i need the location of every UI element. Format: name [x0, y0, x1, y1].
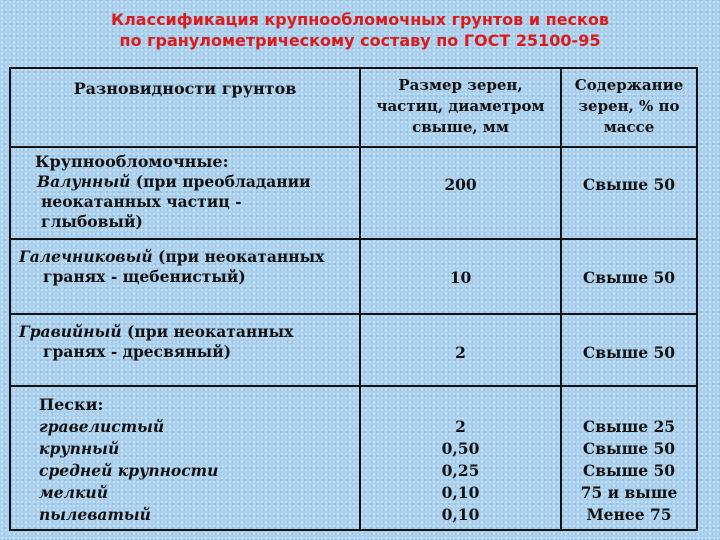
row-divider [11, 238, 696, 240]
header-grain-size: Размер зерен, частиц, диаметром свыше, мм [376, 76, 545, 136]
title-line-1: Классификация крупнообломочных грунтов и песков [110, 10, 610, 29]
grain-content-value: Свыше 50 [582, 268, 676, 287]
grain-size-value: 2 [455, 343, 466, 362]
sand-name: пылеватый [39, 505, 151, 524]
grain-content-value: Свыше 50 [582, 439, 676, 458]
grain-content-value: Менее 75 [586, 505, 672, 524]
grain-size-value: 200 [444, 175, 477, 194]
header-soil-types: Разновидности грунтов [73, 79, 297, 98]
grain-content-value: 75 и выше [580, 483, 678, 502]
row-divider [11, 385, 696, 387]
grain-content-value: Свыше 50 [582, 175, 676, 194]
grain-size-value: 0,10 [441, 483, 480, 502]
soil-name: Галечниковый [19, 247, 153, 266]
grain-size-value: 10 [449, 268, 472, 287]
table-row-gravel: Гравийный (при неокатанных гранях - дресвяный) [19, 322, 294, 361]
grain-content-value: Свыше 25 [582, 417, 676, 436]
sand-name: мелкий [39, 483, 108, 502]
grain-size-value: 2 [455, 417, 466, 436]
sand-grain-sizes [361, 416, 560, 526]
slide-title [0, 9, 720, 51]
sand-name: средней крупности [39, 461, 219, 480]
title-line-2: по гранулометрическому составу по ГОСТ 25100-95 [119, 31, 601, 50]
group-sands: Пески: [39, 395, 104, 414]
sand-name: крупный [39, 439, 120, 458]
soil-name: Гравийный [19, 322, 122, 341]
table-row-sands [39, 394, 218, 526]
grain-size-value: 0,10 [441, 505, 480, 524]
grain-content-value: Свыше 50 [582, 343, 676, 362]
grain-size-value: 0,50 [441, 439, 480, 458]
classification-table [9, 67, 698, 531]
row-divider [11, 146, 696, 148]
table-row-pebble: Галечниковый (при неокатанных гранях - щебенистый) [19, 247, 325, 286]
group-coarse: Крупнообломочные: [35, 152, 229, 171]
sand-grain-contents [562, 416, 696, 526]
row-divider [11, 313, 696, 315]
grain-size-value: 0,25 [441, 461, 480, 480]
sand-name: гравелистый [39, 417, 165, 436]
grain-content-value: Свыше 50 [582, 461, 676, 480]
soil-name: Валунный [37, 172, 131, 191]
table-row-coarse: Крупнообломочные: Валунный (при преобладании неокатанных частиц - глыбовый) [11, 152, 311, 232]
header-grain-content: Содержание зерен, % по массе [574, 76, 684, 136]
